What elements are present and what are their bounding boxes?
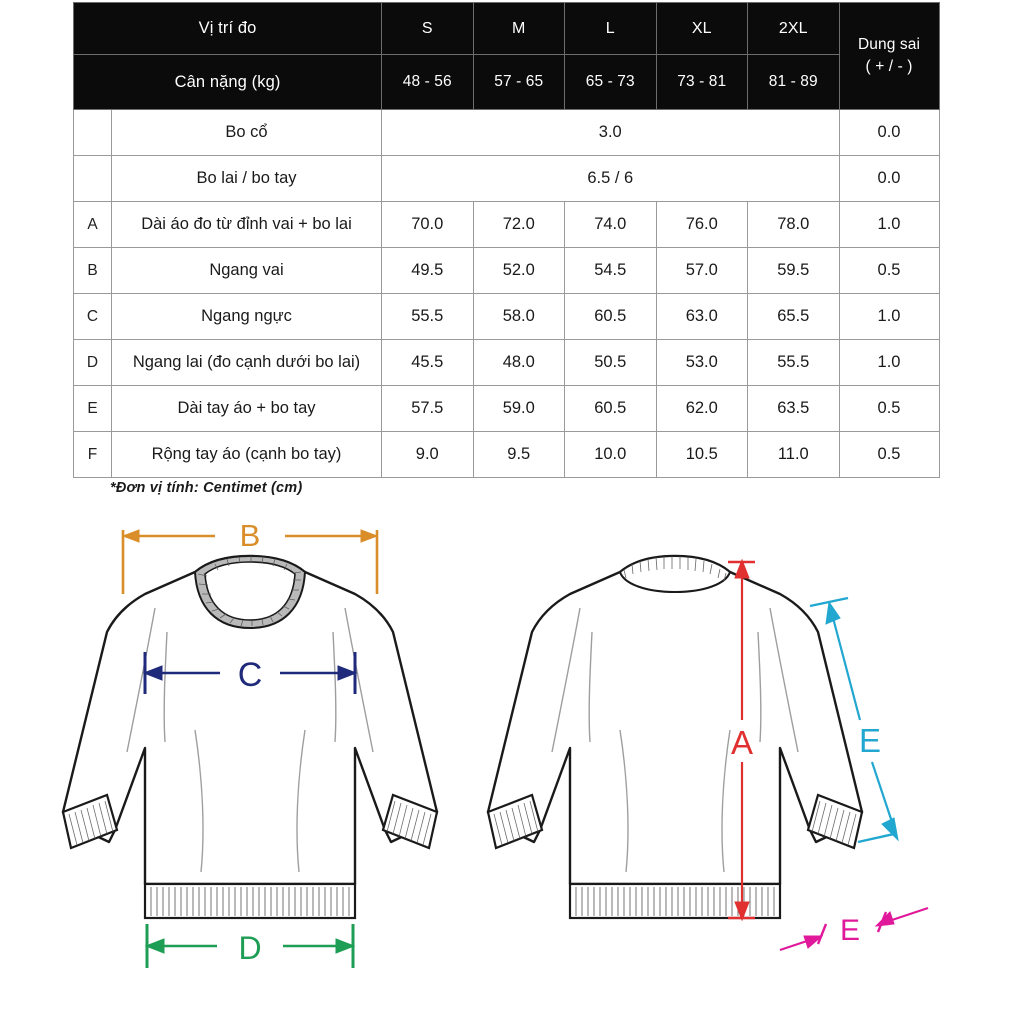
row-letter [74,156,112,202]
size-chart-table-container [73,2,938,478]
header-row-position [74,3,940,55]
row-value: 52.0 [473,248,565,294]
size-chart-table [73,2,940,478]
row-value: 55.5 [382,294,474,340]
header-row-weight [74,55,940,110]
row-value: 10.0 [565,432,657,478]
row-measurement-name: Ngang lai (đo cạnh dưới bo lai) [112,340,382,386]
row-value: 76.0 [656,202,748,248]
table-row [74,294,940,340]
row-value: 9.5 [473,432,565,478]
row-tolerance: 0.0 [839,156,939,202]
row-value: 65.5 [748,294,840,340]
row-value: 54.5 [565,248,657,294]
header-size-l: L [565,3,657,55]
header-size-2xl: 2XL [748,3,840,55]
row-tolerance: 0.5 [839,386,939,432]
row-value: 63.5 [748,386,840,432]
header-position-label: Vị trí đo [74,3,382,55]
row-tolerance: 1.0 [839,202,939,248]
header-weight-xl: 73 - 81 [656,55,748,110]
table-body [74,110,940,478]
dimension-label-a: A [730,724,754,761]
row-value: 59.5 [748,248,840,294]
dimension-label-c: C [237,656,263,694]
row-letter [74,110,112,156]
row-tolerance: 1.0 [839,294,939,340]
dimension-label-b: B [239,518,261,553]
row-value: 10.5 [656,432,748,478]
row-value: 9.0 [382,432,474,478]
row-tolerance: 1.0 [839,340,939,386]
row-letter: A [74,202,112,248]
row-tolerance: 0.5 [839,432,939,478]
header-size-xl: XL [656,3,748,55]
dimension-label-cuff: E [839,914,861,947]
row-value: 11.0 [748,432,840,478]
header-tolerance [839,3,939,110]
row-value: 57.5 [382,386,474,432]
table-row [74,110,940,156]
header-weight-m: 57 - 65 [473,55,565,110]
row-value: 50.5 [565,340,657,386]
sweatshirt-back-diagram [480,512,940,1002]
row-measurement-name: Dài áo đo từ đỉnh vai + bo lai [112,202,382,248]
row-value: 45.5 [382,340,474,386]
row-letter: B [74,248,112,294]
row-letter: C [74,294,112,340]
row-value: 57.0 [656,248,748,294]
unit-footnote: *Đơn vị tính: Centimet (cm) [110,480,303,496]
hem-ribbing [145,884,355,918]
header-weight-label: Cân nặng (kg) [74,55,382,110]
row-value: 55.5 [748,340,840,386]
row-value: 53.0 [656,340,748,386]
row-measurement-name: Dài tay áo + bo tay [112,386,382,432]
row-measurement-name: Bo lai / bo tay [112,156,382,202]
row-measurement-name: Ngang ngực [112,294,382,340]
row-value: 78.0 [748,202,840,248]
header-weight-s: 48 - 56 [382,55,474,110]
dimension-d-hem-width [146,924,354,968]
table-row [74,432,940,478]
collar-ribbing-back [620,556,730,592]
table-row [74,386,940,432]
row-merged-value: 6.5 / 6 [382,156,840,202]
row-value: 63.0 [656,294,748,340]
dimension-cuff-width [780,908,928,950]
row-value: 60.5 [565,294,657,340]
hem-ribbing-back [570,884,780,918]
dimension-label-d: D [238,930,262,966]
row-value: 60.5 [565,386,657,432]
row-letter: D [74,340,112,386]
table-row [74,340,940,386]
table-row [74,248,940,294]
dimension-label-e: E [858,722,882,759]
row-measurement-name: Bo cổ [112,110,382,156]
row-measurement-name: Rộng tay áo (cạnh bo tay) [112,432,382,478]
table-header [74,3,940,110]
garment-diagrams [0,512,1010,1010]
row-value: 74.0 [565,202,657,248]
table-row [74,202,940,248]
header-tolerance-line2: ( + / - ) [865,58,913,75]
row-value: 48.0 [473,340,565,386]
row-value: 49.5 [382,248,474,294]
header-size-m: M [473,3,565,55]
header-tolerance-line1: Dung sai [858,35,920,53]
row-merged-value: 3.0 [382,110,840,156]
header-weight-2xl: 81 - 89 [748,55,840,110]
row-value: 59.0 [473,386,565,432]
row-value: 58.0 [473,294,565,340]
row-letter: E [74,386,112,432]
row-value: 70.0 [382,202,474,248]
row-letter: F [74,432,112,478]
row-value: 62.0 [656,386,748,432]
header-size-s: S [382,3,474,55]
sweatshirt-front-diagram [55,512,445,1002]
row-tolerance: 0.0 [839,110,939,156]
table-row [74,156,940,202]
row-value: 72.0 [473,202,565,248]
row-tolerance: 0.5 [839,248,939,294]
header-weight-l: 65 - 73 [565,55,657,110]
row-measurement-name: Ngang vai [112,248,382,294]
